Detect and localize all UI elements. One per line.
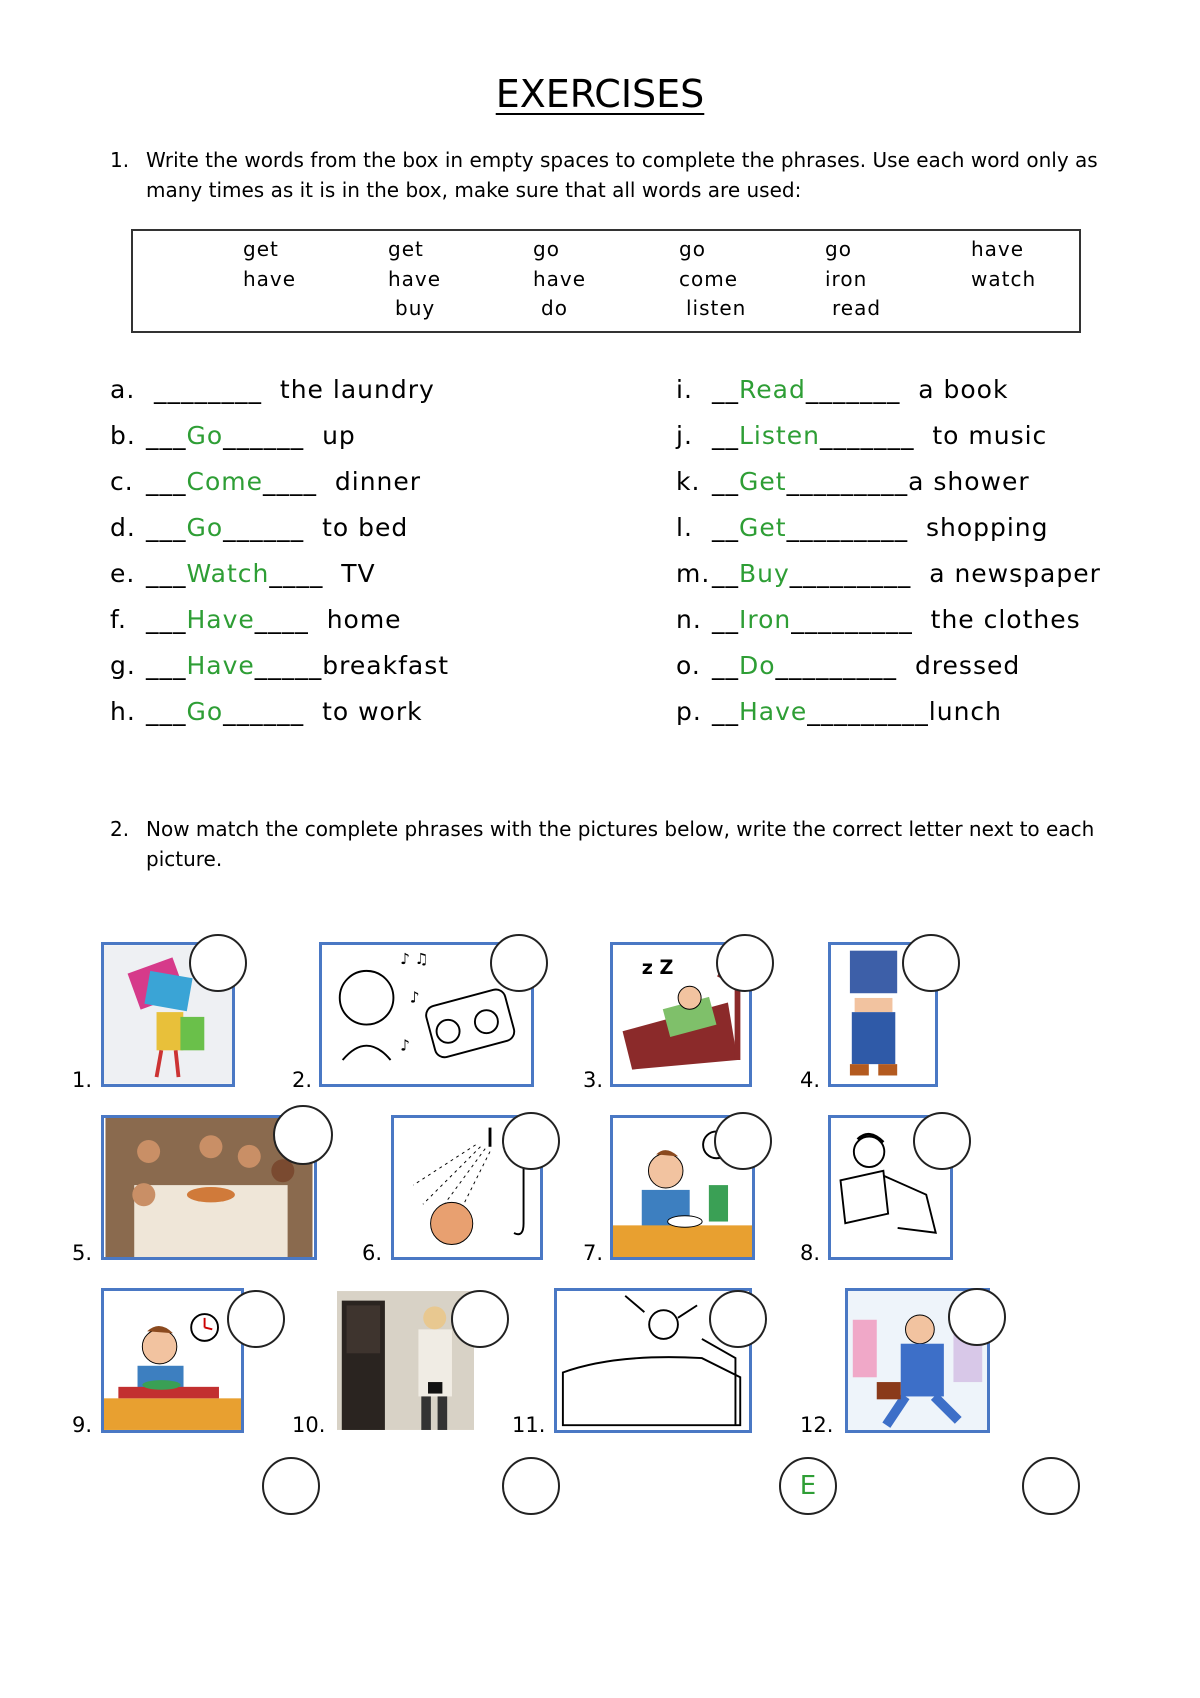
- picture-label: 11.: [512, 1413, 546, 1437]
- word-box-word: go: [533, 237, 560, 261]
- word-box-word: have: [243, 267, 297, 291]
- exercise-2-text: Now match the complete phrases with the pictures below, write the correct letter next to each picture.: [146, 817, 1095, 871]
- phrase-o: o. __Do_________ dressed: [676, 651, 1021, 680]
- svg-text:♪: ♪: [409, 988, 420, 1007]
- word-box-word: buy: [395, 296, 436, 320]
- answer-circle[interactable]: [490, 934, 548, 992]
- phrase-c: c. ___Come____ dinner: [110, 467, 422, 496]
- answer-circle[interactable]: [714, 1112, 772, 1170]
- word-box-word: have: [388, 267, 442, 291]
- answer-circle[interactable]: [716, 934, 774, 992]
- word-box-word: watch: [971, 267, 1037, 291]
- exercise-1-number: 1.: [110, 148, 130, 172]
- picture-label: 7.: [583, 1241, 604, 1265]
- exercise-1-text: Write the words from the box in empty spaces to complete the phrases. Use each word only as many times as it is in the box, make sure that all words are used:: [146, 148, 1098, 202]
- blank[interactable]: __: [712, 467, 739, 496]
- exercise-2-number: 2.: [110, 817, 130, 841]
- blank[interactable]: ___: [146, 697, 187, 726]
- svg-text:♪: ♪: [400, 1036, 410, 1055]
- answer-circle[interactable]: [1022, 1457, 1080, 1515]
- answer-text: Go: [186, 513, 224, 542]
- answer-text: Get: [739, 467, 787, 496]
- blank[interactable]: __: [712, 651, 739, 680]
- blank[interactable]: __: [712, 605, 739, 634]
- word-box-word: iron: [825, 267, 868, 291]
- answer-circle[interactable]: [262, 1457, 320, 1515]
- answer-circle[interactable]: [273, 1105, 333, 1165]
- blank[interactable]: __: [712, 375, 739, 404]
- word-box-word: have: [971, 237, 1025, 261]
- word-box-word: come: [679, 267, 739, 291]
- picture-label: 12.: [800, 1413, 834, 1437]
- phrase-a: a. ________ the laundry: [110, 375, 435, 404]
- blank[interactable]: ___: [146, 421, 187, 450]
- word-box-word: do: [541, 296, 568, 320]
- answer-circle[interactable]: [451, 1290, 509, 1348]
- picture-label: 9.: [72, 1413, 93, 1437]
- picture-label: 6.: [362, 1241, 383, 1265]
- answer-circle[interactable]: [913, 1112, 971, 1170]
- answer-circle[interactable]: [502, 1457, 560, 1515]
- picture-label: 4.: [800, 1068, 821, 1092]
- answer-text: Do: [739, 651, 776, 680]
- blank[interactable]: __: [712, 513, 739, 542]
- answer-circle[interactable]: [902, 934, 960, 992]
- answer-text: Get: [739, 513, 787, 542]
- blank[interactable]: ___: [146, 467, 187, 496]
- phrase-h: h. ___Go______ to work: [110, 697, 423, 726]
- picture-label: 2.: [292, 1068, 313, 1092]
- phrase-i: i. __Read_______ a book: [676, 375, 1009, 404]
- page-title: EXERCISES: [495, 72, 705, 116]
- word-box: [131, 229, 1081, 333]
- word-box-word: get: [243, 237, 279, 261]
- answer-text: Come: [186, 467, 263, 496]
- phrase-m: m. __Buy_________ a newspaper: [676, 559, 1101, 588]
- blank[interactable]: __: [712, 559, 739, 588]
- word-box-word: go: [679, 237, 706, 261]
- phrase-n: n. __Iron_________ the clothes: [676, 605, 1081, 634]
- phrase-d: d. ___Go______ to bed: [110, 513, 409, 542]
- word-box-word: read: [832, 296, 882, 320]
- phrase-e: e. ___Watch____ TV: [110, 559, 376, 588]
- answer-circle[interactable]: [502, 1112, 560, 1170]
- answer-text: Go: [186, 697, 224, 726]
- answer-text: Listen: [739, 421, 820, 450]
- answer-text: Watch: [186, 559, 270, 588]
- answer-text: Have: [186, 605, 255, 634]
- answer-text: Buy: [739, 559, 790, 588]
- blank[interactable]: ___: [146, 605, 187, 634]
- answer-text: Go: [186, 421, 224, 450]
- blank[interactable]: ___: [146, 559, 187, 588]
- phrase-j: j. __Listen_______ to music: [676, 421, 1048, 450]
- answer-circle[interactable]: [948, 1288, 1006, 1346]
- blank[interactable]: __: [712, 697, 739, 726]
- picture-label: 5.: [72, 1241, 93, 1265]
- word-box-word: have: [533, 267, 587, 291]
- blank[interactable]: __: [712, 421, 739, 450]
- phrase-l: l. __Get_________ shopping: [676, 513, 1049, 542]
- exercise-1-instruction: [110, 145, 1160, 205]
- blank[interactable]: ___: [146, 513, 187, 542]
- answer-text: Read: [739, 375, 806, 404]
- exercise-2-instruction: [110, 814, 1160, 874]
- blank[interactable]: ________: [154, 375, 262, 404]
- answer-circle[interactable]: [227, 1290, 285, 1348]
- picture-label: 10.: [292, 1413, 326, 1437]
- answer-circle[interactable]: [189, 934, 247, 992]
- answer-text: Have: [739, 697, 808, 726]
- answer-text: Iron: [739, 605, 792, 634]
- lunch-icon: [101, 1288, 244, 1433]
- svg-text:z Z: z Z: [641, 955, 674, 979]
- word-box-word: listen: [686, 296, 747, 320]
- picture-label: 8.: [800, 1241, 821, 1265]
- phrase-b: b. ___Go______ up: [110, 421, 356, 450]
- phrase-g: g. ___Have_____breakfast: [110, 651, 450, 680]
- picture-label: 3.: [583, 1068, 604, 1092]
- phrase-f: f. ___Have____ home: [110, 605, 402, 634]
- picture-label: 1.: [72, 1068, 93, 1092]
- answer-text: Have: [186, 651, 255, 680]
- svg-text:♪ ♫: ♪ ♫: [400, 950, 429, 969]
- phrase-k: k. __Get_________a shower: [676, 467, 1030, 496]
- blank[interactable]: ___: [146, 651, 187, 680]
- phrase-p: p. __Have_________lunch: [676, 697, 1003, 726]
- answer-circle[interactable]: [709, 1290, 767, 1348]
- answer-circle[interactable]: E: [779, 1457, 837, 1515]
- word-box-word: get: [388, 237, 424, 261]
- word-box-word: go: [825, 237, 852, 261]
